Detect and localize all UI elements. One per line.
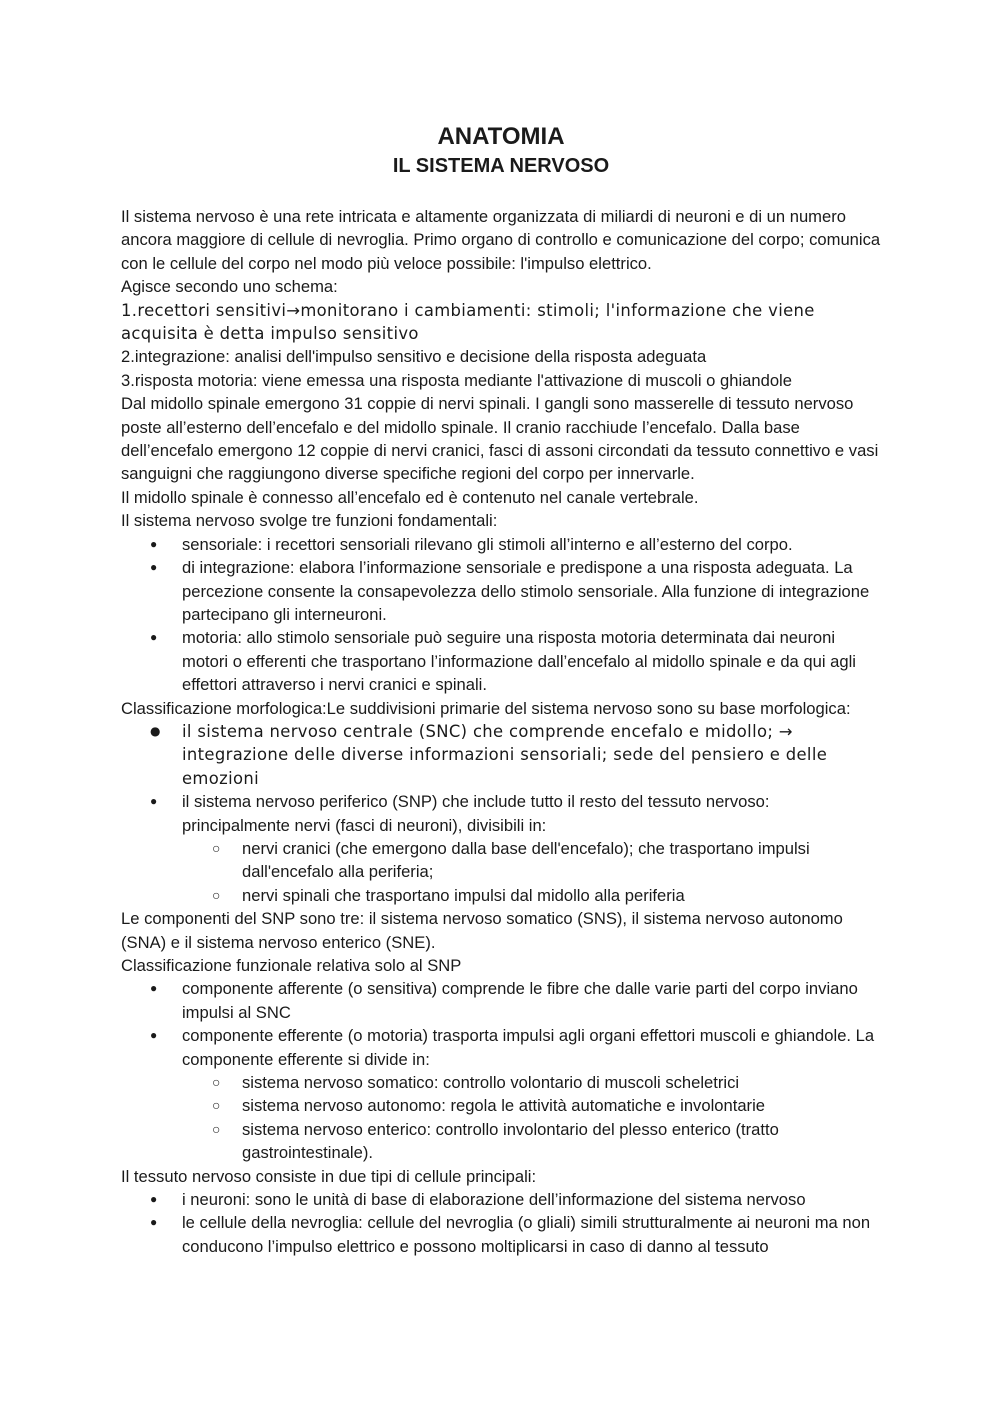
list-item: ● motoria: allo stimolo sensoriale può seguire una risposta motoria determinata dai neuroni motori o efferenti che trasportano l’informazione dall’encefalo al midollo spinale e da qui agli effettori attraverso i nervi cranici e spinali. <box>121 626 881 696</box>
schema-step-2: 2.integrazione: analisi dell'impulso sensitivo e decisione della risposta adeguata <box>121 347 707 367</box>
funzionale-list <box>121 977 881 1164</box>
document-page <box>121 122 881 1258</box>
classificazione-morfologica: Classificazione morfologica:Le suddivisioni primarie del sistema nervoso sono su base morfologica: <box>121 698 851 718</box>
list-item: ● il sistema nervoso centrale (SNC) che comprende encefalo e midollo; → integrazione delle diverse informazioni sensoriali; sede del pensiero e delle emozioni <box>121 720 881 790</box>
list-item-text: il sistema nervoso periferico (SNP) che include tutto il resto del tessuto nervoso: principalmente nervi (fasci di neuroni), divisibili in: <box>182 792 770 835</box>
list-item <box>121 790 881 907</box>
list-item: ● sensoriale: i recettori sensoriali rilevano gli stimoli all’interno e all’esterno del corpo. <box>121 533 881 556</box>
midollo-paragraph: Il midollo spinale è connesso all’encefalo ed è contenuto nel canale vertebrale. <box>121 487 699 507</box>
document-subtitle: IL SISTEMA NERVOSO <box>392 155 610 177</box>
list-item: ● di integrazione: elabora l’informazione sensoriale e predispone a una risposta adeguata. La percezione consente la consapevolezza dello stimolo sensoriale. Alla funzione di integrazione partecipano gli interneuroni. <box>121 556 881 626</box>
document-title: ANATOMIA <box>437 123 565 150</box>
sublist-item: ○ sistema nervoso autonomo: regola le attività automatiche e involontarie <box>182 1094 881 1117</box>
intro-paragraph: Il sistema nervoso è una rete intricata e altamente organizzata di miliardi di neuroni e di un numero ancora maggiore di cellule di nevroglia. Primo organo di controllo e comunicazione del corpo; comunica con le cellule del corpo nel modo più veloce possibile: l'impulso elettrico. <box>121 207 881 273</box>
list-item: ● le cellule della nevroglia: cellule del nevroglia (o gliali) simili strutturalmente ai neuroni ma non conducono l’impulso elettrico e possono moltiplicarsi in caso di danno al tessuto <box>121 1211 881 1258</box>
funzioni-list <box>121 533 881 697</box>
schema-step-3: 3.risposta motoria: viene emessa una risposta mediante l'attivazione di muscoli o ghiandole <box>121 370 792 390</box>
classificazione-funzionale: Classificazione funzionale relativa solo al SNP <box>121 956 462 975</box>
funzioni-intro: Il sistema nervoso svolge tre funzioni fondamentali: <box>121 511 498 531</box>
schema-step-1: 1.recettori sensitivi→monitorano i cambiamenti: stimoli; l'informazione che viene acquisita è detta impulso sensitivo <box>121 300 815 344</box>
snp-componenti: Le componenti del SNP sono tre: il sistema nervoso somatico (SNS), il sistema nervoso autonomo (SNA) e il sistema nervoso enterico (SNE). <box>121 909 843 952</box>
list-item: ● i neuroni: sono le unità di base di elaborazione dell’informazione del sistema nervoso <box>121 1188 881 1211</box>
sublist-item: ○ nervi cranici (che emergono dalla base dell'encefalo); che trasportano impulsi dall'encefalo alla periferia; <box>182 837 881 884</box>
list-item-text: componente efferente (o motoria) trasporta impulsi agli organi effettori muscoli e ghiandole. La componente efferente si divide in: <box>182 1026 875 1069</box>
schema-intro: Agisce secondo uno schema: <box>121 277 338 297</box>
cellule-list <box>121 1188 881 1258</box>
nervi-paragraph: Dal midollo spinale emergono 31 coppie di nervi spinali. I gangli sono masserelle di tessuto nervoso poste all’esterno dell’encefalo e del midollo spinale. Il cranio racchiude l’encefalo. Dalla base dell’encefalo emergono 12 coppie di nervi cranici, fasci di assoni circondati da tessuto connettivo e vasi sanguigni che raggiungono diverse specifiche regioni del corpo per innervarle. <box>121 394 879 484</box>
sublist-item: ○ sistema nervoso enterico: controllo involontario del plesso enterico (tratto gastrointestinale). <box>182 1118 881 1165</box>
morfologica-list <box>121 720 881 907</box>
efferente-sublist <box>182 1071 881 1165</box>
tessuto-intro: Il tessuto nervoso consiste in due tipi di cellule principali: <box>121 1166 537 1186</box>
list-item <box>121 1024 881 1164</box>
nervi-sublist <box>182 837 881 907</box>
list-item: ● componente afferente (o sensitiva) comprende le fibre che dalle varie parti del corpo inviano impulsi al SNC <box>121 977 881 1024</box>
sublist-item: ○ sistema nervoso somatico: controllo volontario di muscoli scheletrici <box>182 1071 881 1094</box>
sublist-item: ○ nervi spinali che trasportano impulsi dal midollo alla periferia <box>182 884 881 907</box>
